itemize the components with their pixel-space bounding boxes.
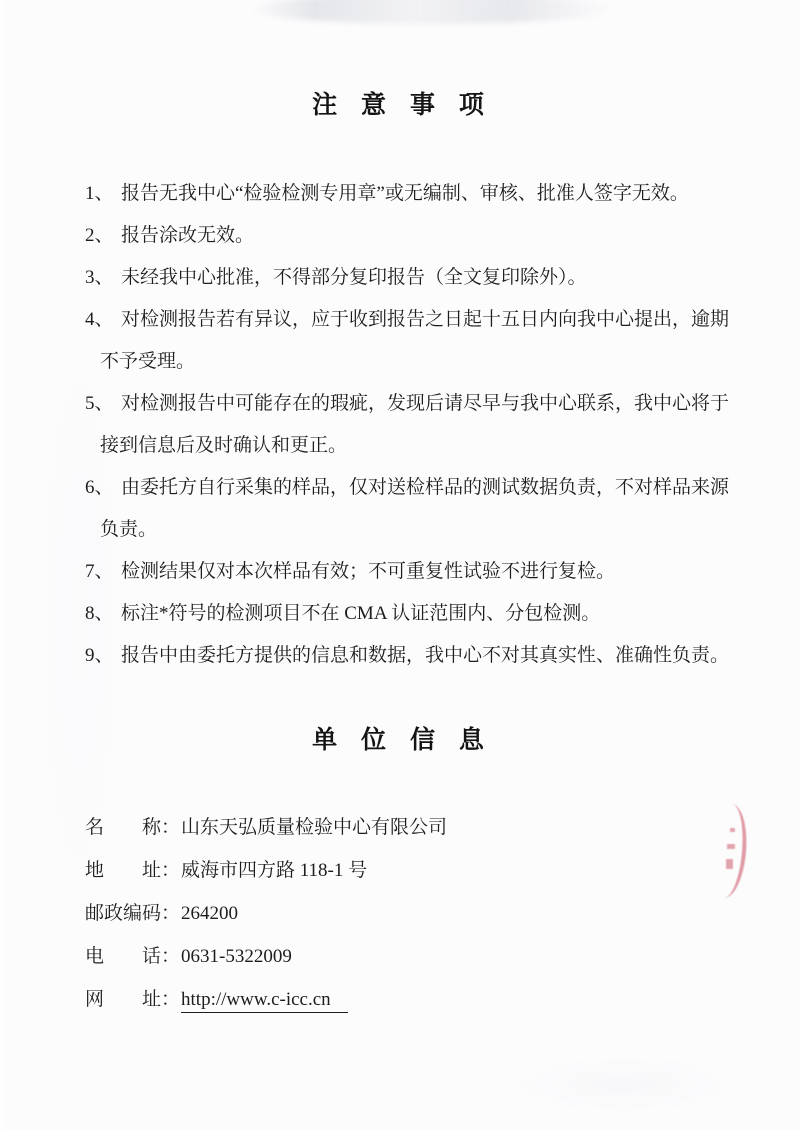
field-value: 山东天弘质量检验中心有限公司	[181, 817, 448, 838]
note-text: 报告无我中心“检验检测专用章”或无编制、审核、批准人签字无效。	[121, 183, 689, 204]
note-text: 报告中由委托方提供的信息和数据，我中心不对其真实性、准确性负责。	[121, 645, 730, 666]
note-item-3	[0, 257, 800, 299]
field-website	[0, 978, 800, 1021]
field-label: 地址	[85, 860, 161, 881]
field-colon: ：	[161, 946, 181, 967]
note-text-continued: 负责。	[100, 519, 158, 540]
note-text: 标注*符号的检测项目不在 CMA 认证范围内、分包检测。	[121, 603, 601, 624]
website-url: http://www.c-icc.cn	[181, 988, 348, 1013]
note-text-continued: 接到信息后及时确认和更正。	[100, 435, 348, 456]
note-number: 2、	[85, 225, 114, 246]
note-number: 1、	[85, 183, 114, 204]
note-item-5	[0, 383, 800, 467]
note-text: 报告涂改无效。	[121, 225, 255, 246]
stamp-mark	[730, 828, 735, 832]
notes-list	[0, 173, 800, 677]
field-colon: ：	[161, 860, 181, 881]
note-item-8	[0, 593, 800, 635]
note-item-4	[0, 299, 800, 383]
field-label: 邮政编码	[85, 903, 162, 924]
field-colon: ：	[161, 817, 181, 838]
note-text: 未经我中心批准，不得部分复印报告（全文复印除外）。	[121, 267, 587, 288]
note-text: 对检测报告若有异议，应于收到报告之日起十五日内向我中心提出，逾期	[121, 309, 730, 330]
field-label: 网址	[85, 989, 161, 1010]
field-phone	[0, 935, 800, 978]
field-value: 威海市四方路 118-1 号	[181, 860, 368, 881]
field-colon: ：	[161, 989, 181, 1010]
note-item-2	[0, 215, 800, 257]
scan-edge-highlight	[0, 0, 7, 1130]
note-number: 8、	[85, 603, 114, 624]
note-number: 4、	[85, 309, 114, 330]
note-text: 检测结果仅对本次样品有效；不可重复性试验不进行复检。	[121, 561, 616, 582]
stamp-mark	[727, 844, 735, 849]
note-text: 由委托方自行采集的样品，仅对送检样品的测试数据负责，不对样品来源	[121, 477, 730, 498]
note-number: 3、	[85, 267, 114, 288]
field-value: 264200	[181, 903, 239, 924]
note-item-6	[0, 467, 800, 551]
field-postal-code	[0, 892, 800, 935]
field-value: 0631-5322009	[181, 946, 292, 967]
field-colon: ：	[161, 903, 181, 924]
note-item-9	[0, 635, 800, 677]
note-number: 9、	[85, 645, 114, 666]
note-item-1	[0, 173, 800, 215]
unit-info-block	[0, 806, 800, 1021]
note-number: 7、	[85, 561, 114, 582]
stamp-arc	[706, 803, 750, 900]
notes-title: 注 意 事 项	[312, 91, 488, 119]
red-stamp-artifact	[710, 804, 750, 902]
field-address	[0, 849, 800, 892]
note-number: 6、	[85, 477, 114, 498]
note-text: 对检测报告中可能存在的瑕疵，发现后请尽早与我中心联系，我中心将于	[121, 393, 730, 414]
field-label: 名称	[85, 817, 161, 838]
note-number: 5、	[85, 393, 114, 414]
note-text-continued: 不予受理。	[100, 351, 196, 372]
note-item-7	[0, 551, 800, 593]
unit-info-title: 单 位 信 息	[312, 726, 488, 754]
field-label: 电话	[85, 946, 161, 967]
field-company-name	[0, 806, 800, 849]
stamp-mark	[726, 859, 733, 869]
